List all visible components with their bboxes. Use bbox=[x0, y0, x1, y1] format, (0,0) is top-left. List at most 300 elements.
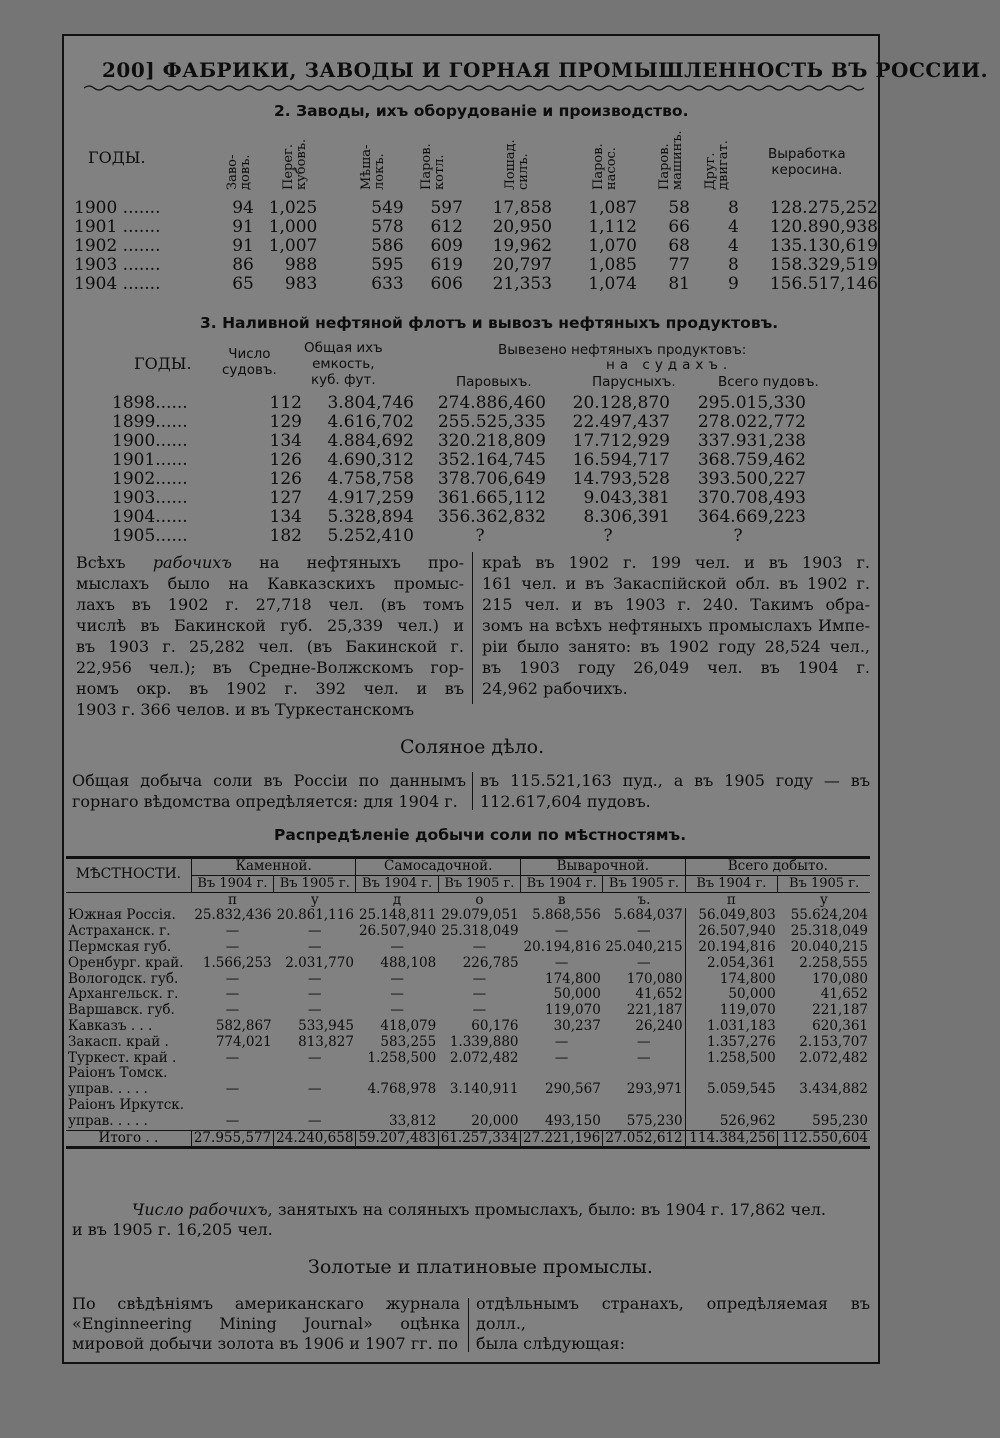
value-cell: 2.072,482 bbox=[449, 1049, 519, 1066]
text-line: ріи было занято: въ 1902 году 28,524 чел., bbox=[482, 637, 870, 656]
place-cell: Оренбург. край. bbox=[68, 954, 184, 971]
value-cell: 81 bbox=[668, 274, 690, 294]
value-cell: — bbox=[308, 938, 322, 955]
value-cell: — bbox=[554, 1033, 569, 1050]
sub-header: Въ 1904 г. bbox=[191, 875, 273, 892]
year-cell: 1903...... bbox=[112, 488, 188, 508]
value-cell: 86 bbox=[232, 255, 254, 275]
year-cell: 1901...... bbox=[112, 450, 188, 470]
table-row bbox=[74, 237, 878, 256]
text-line: въ 1903 году 26,049 чел. въ 1904 г. bbox=[482, 658, 870, 677]
value-cell: 595,230 bbox=[812, 1112, 868, 1129]
value-cell: — bbox=[308, 970, 322, 987]
value-cell: 533,945 bbox=[298, 1017, 354, 1034]
value-cell: 2.153,707 bbox=[799, 1033, 868, 1050]
place-cell: Пермская губ. bbox=[68, 938, 172, 955]
s3-col-export: Вывезено нефтяныхъ продуктовъ: bbox=[498, 342, 747, 358]
s3-col-capacity: Общая ихъ емкость, куб. фут. bbox=[304, 340, 383, 388]
value-cell: 1.566,253 bbox=[202, 954, 272, 971]
s3-col-steam: Паровыхъ. bbox=[456, 374, 532, 390]
value-cell: 26.507,940 bbox=[358, 923, 437, 940]
sub-header: Въ 1905 г. bbox=[274, 875, 356, 892]
value-cell: 1,025 bbox=[268, 198, 318, 218]
value-cell: — bbox=[390, 986, 404, 1003]
text-line: По свѣдѣніямъ американскаго журнала bbox=[72, 1294, 460, 1313]
value-cell: 1,085 bbox=[588, 255, 637, 275]
value-cell: 20.194,816 bbox=[523, 938, 601, 955]
value-cell: 320.218,809 bbox=[437, 431, 546, 451]
value-cell: 4 bbox=[728, 236, 739, 256]
salt-group-boiled: Выварочной. bbox=[521, 858, 686, 876]
text-line: въ 115.521,163 пуд., а въ 1905 году — въ bbox=[480, 771, 870, 790]
value-cell: 68 bbox=[668, 236, 690, 256]
value-cell: 174,800 bbox=[545, 970, 601, 987]
text-line: числѣ въ Бакинской губ. 25,339 чел.) и bbox=[76, 616, 464, 635]
value-cell bbox=[685, 1098, 778, 1114]
place-cell: Южная Россія. bbox=[68, 907, 176, 924]
value-cell: — bbox=[390, 970, 404, 987]
value-cell: 378.706,649 bbox=[437, 469, 546, 489]
total-cell: 27.052,612 bbox=[603, 1130, 685, 1148]
value-cell: 91 bbox=[232, 217, 254, 237]
value-cell bbox=[521, 1066, 603, 1082]
year-cell: 1901 ....... bbox=[74, 217, 161, 237]
value-cell: — bbox=[225, 938, 240, 955]
sub-header: Въ 1905 г. bbox=[603, 875, 685, 892]
value-cell: 17,858 bbox=[492, 198, 553, 218]
unit-letter: ъ. bbox=[637, 891, 651, 908]
table-row bbox=[66, 1098, 870, 1114]
total-cell: 112.550,604 bbox=[778, 1130, 870, 1148]
value-cell: — bbox=[390, 1002, 404, 1019]
value-cell: 65 bbox=[232, 274, 254, 294]
value-cell: 33,812 bbox=[388, 1112, 437, 1129]
gold-text-right bbox=[476, 1294, 870, 1354]
value-cell: 393.500,227 bbox=[697, 469, 806, 489]
value-cell: 4.917,259 bbox=[327, 488, 414, 508]
value-cell: 619 bbox=[430, 255, 463, 275]
value-cell: 1.258,500 bbox=[685, 1051, 778, 1067]
salt-table-title: Распредѣленіе добычи соли по мѣстностямъ. bbox=[274, 826, 687, 844]
s3-col-total: Всего пудовъ. bbox=[718, 374, 819, 390]
value-cell: — bbox=[308, 1112, 322, 1129]
s3-col-ships: Число судовъ. bbox=[222, 346, 277, 378]
place-cell: управ. . . . . bbox=[68, 1112, 148, 1129]
value-cell bbox=[438, 1066, 520, 1082]
unit-letter: у bbox=[310, 891, 319, 908]
unit-letter: о bbox=[475, 891, 484, 908]
value-cell: 21,353 bbox=[492, 274, 553, 294]
total-cell: 114.384,256 bbox=[685, 1130, 778, 1148]
text-line: 22,956 чел.); въ Средне-Волжскомъ гор- bbox=[76, 658, 464, 677]
value-cell: 14.793,528 bbox=[572, 469, 670, 489]
year-cell: 1903 ....... bbox=[74, 255, 161, 275]
value-cell: 370.708,493 bbox=[697, 488, 806, 508]
value-cell: 221,187 bbox=[626, 1002, 683, 1019]
sub-header: Въ 1905 г. bbox=[778, 875, 870, 892]
value-cell: 126 bbox=[269, 469, 302, 489]
value-cell: 3.140,911 bbox=[449, 1081, 519, 1098]
value-cell: 66 bbox=[668, 217, 690, 237]
table-row bbox=[112, 527, 806, 546]
text-line: лахъ въ 1902 г. 27,718 чел. (въ томъ bbox=[76, 595, 464, 614]
value-cell: — bbox=[554, 954, 569, 971]
value-cell: 364.669,223 bbox=[697, 507, 806, 527]
value-cell: 368.759,462 bbox=[697, 450, 806, 470]
value-cell: — bbox=[390, 938, 404, 955]
value-cell: 595 bbox=[371, 255, 404, 275]
table-row bbox=[74, 218, 878, 237]
table-row bbox=[66, 940, 870, 956]
value-cell: 112 bbox=[269, 393, 302, 413]
salt-intro-left bbox=[72, 770, 466, 812]
value-cell: 120.890,938 bbox=[769, 217, 878, 237]
text-line: 112.617,604 пудовъ. bbox=[480, 792, 651, 811]
value-cell: 25.040,215 bbox=[605, 938, 683, 955]
value-cell: 4 bbox=[728, 217, 739, 237]
value-cell: 2.072,482 bbox=[799, 1049, 868, 1066]
value-cell: 597 bbox=[430, 198, 463, 218]
value-cell: 4.884,692 bbox=[327, 431, 414, 451]
year-cell: 1902 ....... bbox=[74, 236, 161, 256]
value-cell: 493,150 bbox=[545, 1112, 601, 1129]
value-cell: 174,800 bbox=[685, 972, 778, 988]
value-cell: 549 bbox=[371, 198, 404, 218]
value-cell: 94 bbox=[232, 198, 254, 218]
value-cell: 16.594,717 bbox=[572, 450, 670, 470]
text-line: горнаго вѣдомства опредѣляется: для 1904 г. bbox=[72, 792, 458, 811]
value-cell: 127 bbox=[269, 488, 302, 508]
value-cell: 612 bbox=[430, 217, 463, 237]
value-cell: 41,652 bbox=[820, 986, 868, 1003]
value-cell: 5.684,037 bbox=[613, 907, 683, 924]
value-cell: 2.258,555 bbox=[799, 954, 868, 971]
unit-letter: п bbox=[726, 891, 736, 908]
value-cell: — bbox=[636, 954, 651, 971]
place-cell: Туркест. край . bbox=[68, 1049, 177, 1066]
total-cell: 59.207,483 bbox=[356, 1130, 438, 1148]
value-cell: 4.758,758 bbox=[327, 469, 414, 489]
value-cell: 1.339,880 bbox=[449, 1033, 519, 1050]
value-cell: — bbox=[472, 970, 487, 987]
salt-workers-line1: Число рабочихъ, занятыхъ на соляныхъ промыслахъ, было: въ 1904 г. 17,862 чел. bbox=[132, 1200, 826, 1219]
salt-group-total: Всего добыто. bbox=[685, 858, 870, 876]
year-cell: 1899...... bbox=[112, 412, 188, 432]
text-line: зомъ на всѣхъ нефтяныхъ промыслахъ Импе- bbox=[482, 616, 870, 635]
total-cell: 24.240,658 bbox=[274, 1130, 356, 1148]
value-cell: 633 bbox=[371, 274, 404, 294]
value-cell: 25.318,049 bbox=[441, 923, 519, 940]
gold-divider bbox=[468, 1298, 469, 1352]
value-cell: 586 bbox=[371, 236, 404, 256]
section2-table bbox=[74, 199, 878, 294]
table-row bbox=[66, 987, 870, 1003]
value-cell: 41,652 bbox=[635, 986, 683, 1003]
value-cell: 56.049,803 bbox=[685, 908, 778, 924]
value-cell: 26,240 bbox=[635, 1017, 683, 1034]
value-cell: 1,007 bbox=[268, 236, 318, 256]
sub-header: Въ 1905 г. bbox=[438, 875, 520, 892]
value-cell: 418,079 bbox=[380, 1017, 437, 1034]
value-cell: 1.258,500 bbox=[367, 1049, 437, 1066]
table-row bbox=[112, 451, 806, 470]
value-cell: 126 bbox=[269, 450, 302, 470]
value-cell: 25.148,811 bbox=[358, 907, 437, 924]
header-wavy-rule bbox=[84, 84, 864, 92]
page-header: 200] ФАБРИКИ, ЗАВОДЫ И ГОРНАЯ ПРОМЫШЛЕННОСТЬ ВЪ РОССИИ. bbox=[102, 58, 989, 82]
value-cell: 25.832,436 bbox=[194, 907, 272, 924]
salt-group-rock: Каменной. bbox=[191, 858, 356, 876]
text-line: 1903 г. 366 челов. и въ Туркестанскомъ bbox=[76, 700, 415, 719]
sub-header: Въ 1904 г. bbox=[356, 875, 438, 892]
value-cell: — bbox=[636, 1049, 651, 1066]
section3-title: 3. Наливной нефтяной флотъ и вывозъ нефтяныхъ продуктовъ. bbox=[200, 314, 779, 332]
value-cell: 575,230 bbox=[626, 1112, 683, 1129]
value-cell: 356.362,832 bbox=[437, 507, 546, 527]
unit-letter: у bbox=[819, 891, 828, 908]
value-cell: 988 bbox=[284, 255, 318, 275]
value-cell: 20.128,870 bbox=[572, 393, 670, 413]
value-cell: 5.252,410 bbox=[327, 526, 414, 546]
value-cell: 293,971 bbox=[626, 1081, 683, 1098]
value-cell: 29.079,051 bbox=[441, 907, 519, 924]
value-cell: 337.931,238 bbox=[697, 431, 806, 451]
value-cell: 1.357,276 bbox=[685, 1035, 778, 1051]
table-row bbox=[112, 508, 806, 527]
value-cell: 295.015,330 bbox=[697, 393, 806, 413]
s2-col-kerosene: Выработка керосина. bbox=[768, 146, 846, 178]
value-cell: 8.306,391 bbox=[583, 507, 670, 527]
value-cell: 170,080 bbox=[626, 970, 683, 987]
value-cell: 8 bbox=[728, 255, 739, 275]
value-cell: 526,962 bbox=[685, 1114, 778, 1130]
value-cell bbox=[356, 1066, 438, 1082]
value-cell: 129 bbox=[269, 412, 302, 432]
value-cell: 290,567 bbox=[545, 1081, 601, 1098]
value-cell bbox=[778, 1098, 870, 1114]
value-cell: 4.690,312 bbox=[327, 450, 414, 470]
table-row bbox=[112, 470, 806, 489]
value-cell: — bbox=[225, 1112, 240, 1129]
value-cell: 8 bbox=[728, 198, 739, 218]
value-cell: 170,080 bbox=[812, 970, 868, 987]
value-cell: 20,797 bbox=[492, 255, 553, 275]
total-label: Итого . . bbox=[98, 1129, 159, 1146]
value-cell: 19,962 bbox=[492, 236, 553, 256]
column-divider bbox=[472, 552, 473, 704]
value-cell: — bbox=[308, 1049, 322, 1066]
value-cell bbox=[191, 1098, 273, 1114]
value-cell: 5.328,894 bbox=[327, 507, 414, 527]
value-cell bbox=[603, 1066, 685, 1082]
place-cell: Закасп. край . bbox=[68, 1033, 169, 1050]
value-cell bbox=[778, 1066, 870, 1082]
place-cell: Варшавск. губ. bbox=[68, 1002, 175, 1019]
table-row bbox=[66, 924, 870, 940]
section3-table bbox=[112, 394, 806, 546]
value-cell: 278.022,772 bbox=[697, 412, 806, 432]
value-cell: 1,074 bbox=[588, 274, 637, 294]
section2-title: 2. Заводы, ихъ оборудованіе и производство. bbox=[274, 102, 689, 120]
salt-table bbox=[66, 856, 870, 1149]
value-cell: 1.031,183 bbox=[685, 1019, 778, 1035]
value-cell: 221,187 bbox=[812, 1002, 868, 1019]
value-cell: — bbox=[308, 923, 322, 940]
year-cell: 1905...... bbox=[112, 526, 188, 546]
total-cell: 61.257,334 bbox=[438, 1130, 520, 1148]
value-cell: 226,785 bbox=[462, 954, 519, 971]
unit-letter: п bbox=[227, 891, 237, 908]
value-cell: 578 bbox=[371, 217, 404, 237]
value-cell bbox=[274, 1066, 356, 1082]
value-cell: 2.031,770 bbox=[285, 954, 354, 971]
place-cell: Астраханск. г. bbox=[68, 923, 171, 940]
table-row bbox=[112, 432, 806, 451]
value-cell: — bbox=[308, 986, 322, 1003]
s2-col-agitators: Мѣша- локъ. bbox=[359, 144, 387, 190]
value-cell: — bbox=[225, 970, 240, 987]
text-line: въ 1903 г. 25,282 чел. (въ Бакинской г. bbox=[76, 637, 464, 656]
text-line: была слѣдующая: bbox=[476, 1334, 626, 1353]
value-cell: 22.497,437 bbox=[572, 412, 670, 432]
value-cell: — bbox=[472, 986, 487, 1003]
value-cell: 20.040,215 bbox=[790, 938, 868, 955]
value-cell: 20,000 bbox=[471, 1112, 519, 1129]
value-cell: 983 bbox=[284, 274, 318, 294]
value-cell: — bbox=[225, 1081, 240, 1098]
s3-col-years: ГОДЫ. bbox=[134, 354, 192, 373]
s3-col-sail: Парусныхъ. bbox=[592, 374, 676, 390]
value-cell: 4.768,978 bbox=[367, 1081, 437, 1098]
text-line: краѣ въ 1902 г. 199 чел. и въ 1903 г. bbox=[482, 553, 870, 572]
total-cell: 27.955,577 bbox=[191, 1130, 273, 1148]
table-row bbox=[74, 275, 878, 294]
value-cell bbox=[274, 1098, 356, 1114]
value-cell: 60,176 bbox=[471, 1017, 519, 1034]
value-cell: — bbox=[225, 986, 240, 1003]
value-cell: — bbox=[225, 1002, 240, 1019]
value-cell: — bbox=[225, 923, 240, 940]
value-cell: 5.868,556 bbox=[532, 907, 601, 924]
value-cell bbox=[438, 1098, 520, 1114]
value-cell: 1,070 bbox=[588, 236, 637, 256]
year-cell: 1904...... bbox=[112, 507, 188, 527]
sub-header: Въ 1904 г. bbox=[685, 875, 778, 892]
table-row bbox=[112, 394, 806, 413]
value-cell: 134 bbox=[269, 431, 302, 451]
value-cell: 9.043,381 bbox=[583, 488, 670, 508]
value-cell: 50,000 bbox=[685, 987, 778, 1003]
value-cell: 9 bbox=[728, 274, 739, 294]
value-cell: 620,361 bbox=[812, 1017, 868, 1034]
oil-workers-right bbox=[482, 552, 870, 699]
year-cell: 1902...... bbox=[112, 469, 188, 489]
table-row bbox=[74, 256, 878, 275]
year-cell: 1904 ....... bbox=[74, 274, 161, 294]
s2-col-engines: Паров. машинъ. bbox=[657, 130, 685, 190]
text-line: номъ окр. въ 1902 г. 392 чел. и въ bbox=[76, 679, 464, 698]
page-sheet bbox=[62, 34, 989, 1364]
value-cell: 30,237 bbox=[553, 1017, 601, 1034]
value-cell: 5.059,545 bbox=[685, 1082, 778, 1098]
value-cell: 50,000 bbox=[553, 986, 601, 1003]
value-cell: 77 bbox=[668, 255, 690, 275]
table-row bbox=[66, 1114, 870, 1130]
s2-col-horsepower: Лошад. силъ. bbox=[503, 139, 531, 190]
salt-workers-line2: и въ 1905 г. 16,205 чел. bbox=[72, 1220, 273, 1239]
table-row bbox=[66, 972, 870, 988]
salt-group-lake: Самосадочной. bbox=[356, 858, 521, 876]
table-row bbox=[66, 1019, 870, 1035]
s2-col-stills: Перег. кубовъ. bbox=[281, 138, 309, 190]
value-cell: — bbox=[308, 1002, 322, 1019]
value-cell: 17.712,929 bbox=[572, 431, 670, 451]
text-line: Всѣхъ рабочихъ на нефтяныхъ про- bbox=[76, 553, 465, 572]
value-cell: 1,087 bbox=[588, 198, 637, 218]
table-row bbox=[66, 1066, 870, 1082]
value-cell: 119,070 bbox=[685, 1003, 778, 1019]
place-cell: Раіонъ Томск. bbox=[68, 1065, 168, 1082]
table-row bbox=[66, 908, 870, 924]
place-cell: Раіонъ Иркутск. bbox=[68, 1096, 185, 1113]
value-cell: 3.804,746 bbox=[327, 393, 414, 413]
value-cell: 26.507,940 bbox=[685, 924, 778, 940]
value-cell bbox=[685, 1066, 778, 1082]
value-cell: 134 bbox=[269, 507, 302, 527]
value-cell: 255.525,335 bbox=[437, 412, 546, 432]
unit-letter: д bbox=[392, 891, 402, 908]
value-cell: ? bbox=[733, 526, 743, 546]
value-cell: — bbox=[554, 923, 569, 940]
place-cell: Архангельск. г. bbox=[68, 986, 179, 1003]
value-cell: 488,108 bbox=[380, 954, 437, 971]
value-cell: — bbox=[636, 923, 651, 940]
value-cell: — bbox=[225, 1049, 240, 1066]
value-cell: 91 bbox=[232, 236, 254, 256]
value-cell: — bbox=[308, 1081, 322, 1098]
value-cell: 135.130,619 bbox=[769, 236, 878, 256]
salt-intro-right bbox=[480, 770, 870, 812]
value-cell: — bbox=[636, 1033, 651, 1050]
text-line: 215 чел. и въ 1903 г. 240. Такимъ обра- bbox=[482, 595, 870, 614]
value-cell: 582,867 bbox=[215, 1017, 272, 1034]
value-cell: 609 bbox=[430, 236, 463, 256]
value-cell: 361.665,112 bbox=[437, 488, 546, 508]
table-row bbox=[66, 1035, 870, 1051]
text-line: мировой добычи золота въ 1906 и 1907 гг. по bbox=[72, 1334, 459, 1353]
value-cell: 182 bbox=[269, 526, 302, 546]
value-cell: 2.054,361 bbox=[685, 956, 778, 972]
value-cell: — bbox=[472, 1002, 487, 1019]
text-line: 161 чел. и въ Закаспійской обл. въ 1902 г. bbox=[482, 574, 870, 593]
text-line: «Enginneering Mining Journal» оцѣнка bbox=[72, 1314, 460, 1333]
table-row bbox=[66, 1051, 870, 1067]
table-row bbox=[74, 199, 878, 218]
value-cell bbox=[191, 1066, 273, 1082]
text-line: Общая добыча соли въ Россіи по даннымъ bbox=[72, 771, 466, 790]
place-cell: управ. . . . . bbox=[68, 1081, 148, 1098]
salt-divider bbox=[472, 772, 473, 810]
s2-col-boilers: Паров. котл. bbox=[419, 143, 447, 190]
unit-spacer bbox=[66, 892, 191, 908]
value-cell: — bbox=[554, 1049, 569, 1066]
place-cell: Кавказъ . . . bbox=[68, 1017, 153, 1034]
value-cell: 20.861,116 bbox=[276, 907, 354, 924]
s2-col-plants: Заво- довъ. bbox=[225, 154, 253, 190]
oil-workers-left bbox=[76, 552, 464, 720]
unit-letter: в bbox=[557, 891, 566, 908]
value-cell bbox=[521, 1098, 603, 1114]
